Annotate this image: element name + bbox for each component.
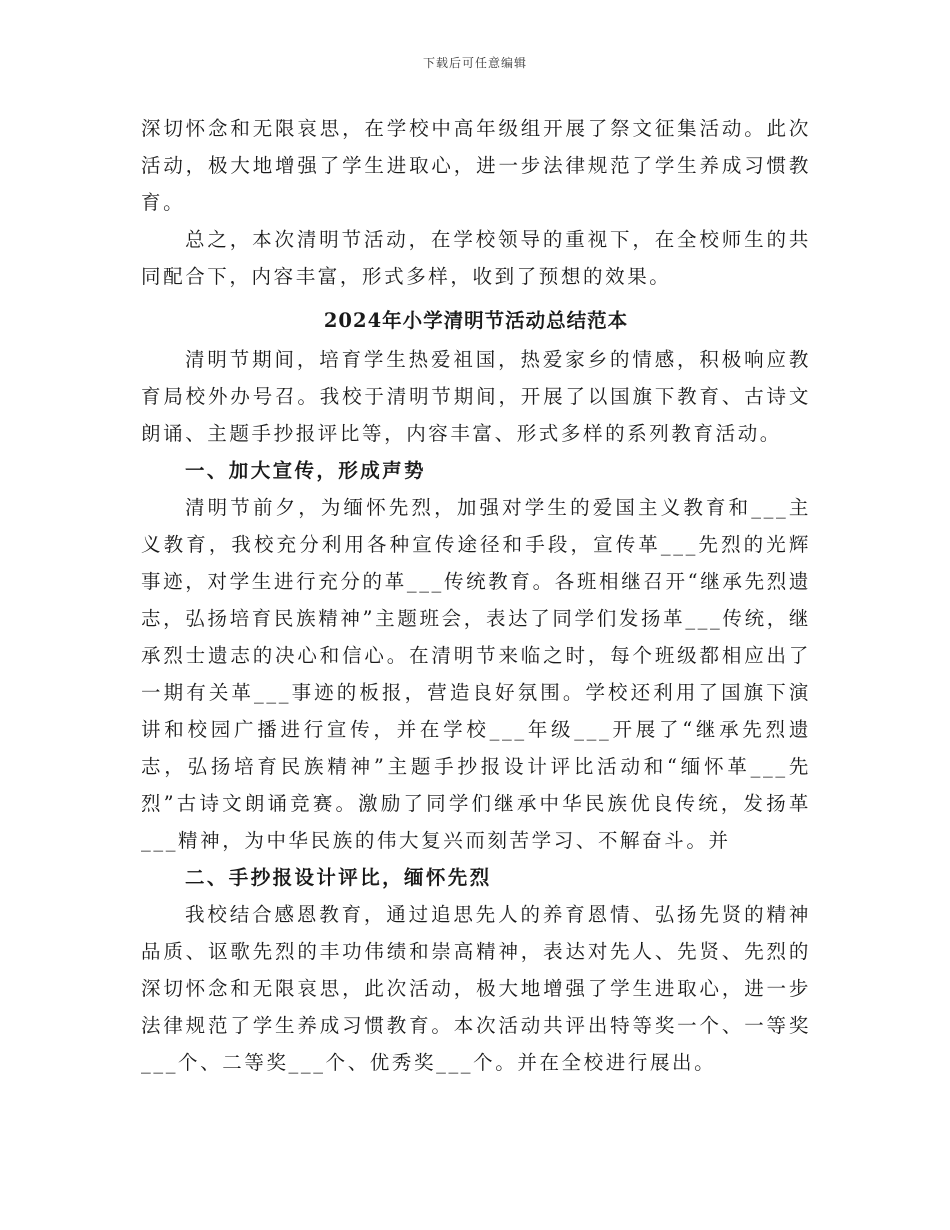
paragraph-intro: 清明节期间，培育学生热爱祖国，热爱家乡的情感，积极响应教育局校外办号召。我校于清明节期间，开展了以国旗下教育、古诗文朗诵、主题手抄报评比等，内容丰富、形式多样的系列教育活动。 (141, 348, 811, 445)
document-title: 2024年小学清明节活动总结范本 (323, 309, 629, 332)
paragraph-section-1: 清明节前夕，为缅怀先烈，加强对学生的爱国主义教育和___主义教育，我校充分利用各种宣传途径和手段，宣传革___先烈的光辉事迹，对学生进行充分的革___传统教育。各班相继召开“继承先烈遗志，弘扬培育民族精神”主题班会，表达了同学们发扬革___传统，继承烈士遗志的决心和信心。在清明节来临之时，每个班级都相应出了一期有关革___事迹的板报，营造良好氛围。学校还利用了国旗下演讲和校园广播进行宣传，并在学校___年级___开展了“继承先烈遗志，弘扬培育民族精神”主题手抄报设计评比活动和“缅怀革___先烈”古诗文朗诵竞赛。激励了同学们继承中华民族优良传统，发扬革___精神，为中华民族的伟大复兴而刻苦学习、不解奋斗。并 (141, 496, 811, 852)
paragraph-continued: 深切怀念和无限哀思，在学校中高年级组开展了祭文征集活动。此次活动，极大地增强了学生进取心，进一步法律规范了学生养成习惯教育。 (141, 117, 811, 214)
section-heading-1: 一、加大宣传，形成声势 (185, 459, 426, 482)
paragraph-section-2: 我校结合感恩教育，通过追思先人的养育恩情、弘扬先贤的精神品质、讴歌先烈的丰功伟绩和崇高精神，表达对先人、先贤、先烈的深切怀念和无限哀思，此次活动，极大地增强了学生进取心，进一步法律规范了学生养成习惯教育。本次活动共评出特等奖一个、一等奖___个、二等奖___个、优秀奖___个。并在全校进行展出。 (141, 903, 811, 1074)
section-heading-2: 二、手抄报设计评比，缅怀先烈 (185, 866, 492, 889)
document-body (141, 110, 811, 1081)
paragraph-summary: 总之，本次清明节活动，在学校领导的重视下，在全校师生的共同配合下，内容丰富，形式多样，收到了预想的效果。 (141, 228, 811, 288)
page-header: 下载后可任意编辑 (422, 56, 527, 70)
